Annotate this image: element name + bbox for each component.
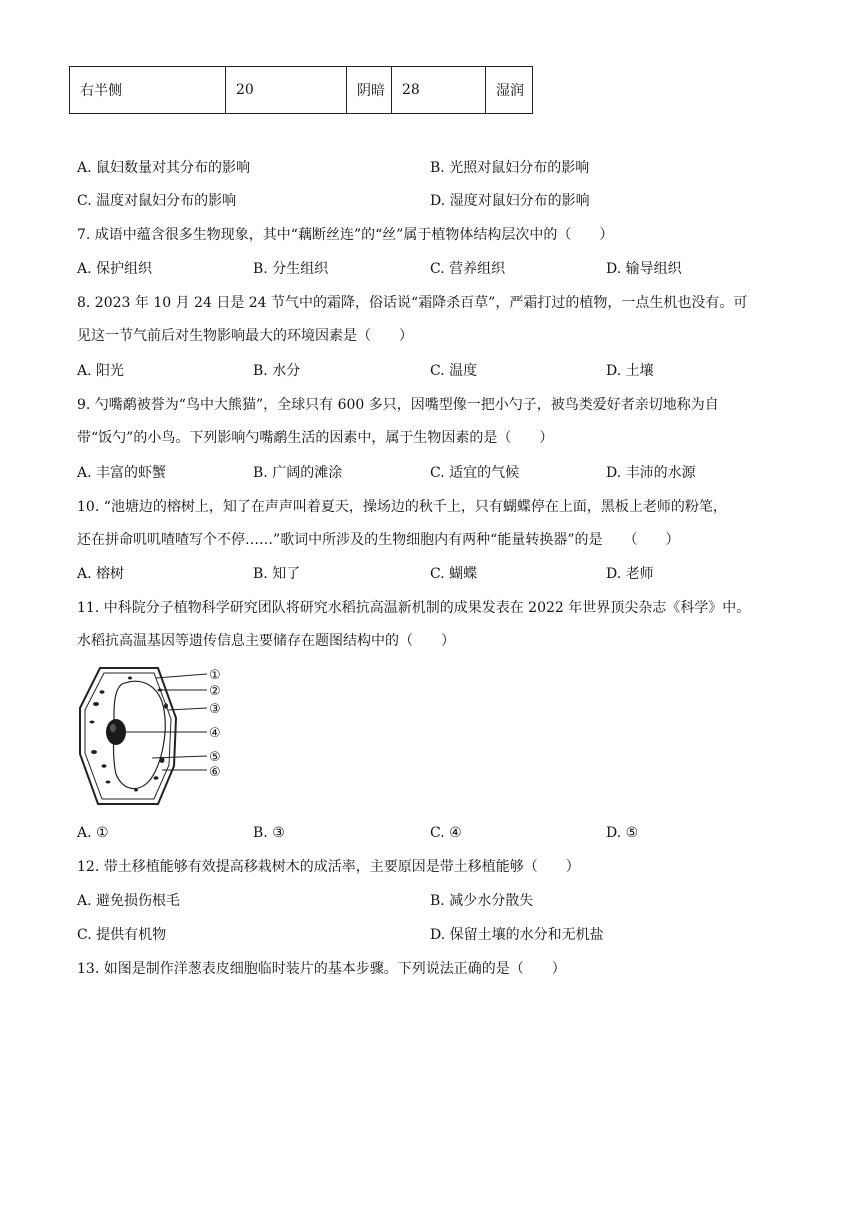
q12-stem: 12. 带土移植能够有效提高移栽树木的成活率，主要原因是带土移植能够（ ） [77, 859, 580, 875]
label-4: ④ [209, 726, 221, 741]
q11-stem-line2: 水稻抗高温基因等遗传信息主要储存在题图结构中的（ ） [77, 633, 455, 649]
q12-option-d: D. 保留土壤的水分和无机盐 [430, 927, 604, 943]
q11-option-b: B. ③ [253, 825, 285, 841]
table-row [70, 67, 533, 114]
q10-option-c: C. 蝴蝶 [430, 566, 478, 582]
q11-option-c: C. ④ [430, 825, 462, 841]
nucleolus [110, 724, 116, 732]
q11-option-a: A. ① [77, 825, 109, 841]
q9-stem-line1: 9. 勺嘴鹬被誉为“鸟中大熊猫”，全球只有 600 多只，因嘴型像一把小勺子，被鸟类爱好者亲切地称为自 [77, 397, 719, 413]
q8-stem-line2: 见这一节气前后对生物影响最大的环境因素是（ ） [77, 328, 413, 344]
table-cell: 20 [226, 67, 347, 114]
q12-option-c: C. 提供有机物 [77, 927, 167, 943]
q13-stem: 13. 如图是制作洋葱表皮细胞临时装片的基本步骤。下列说法正确的是（ ） [77, 961, 566, 977]
q7-option-c: C. 营养组织 [430, 261, 506, 277]
q10-option-b: B. 知了 [253, 566, 301, 582]
q8-option-d: D. 土壤 [606, 363, 654, 379]
q8-option-a: A. 阳光 [77, 363, 125, 379]
q10-stem-line1: 10. “池塘边的榕树上，知了在声声叫着夏天，操场边的秋千上，只有蝴蝶停在上面，黑板上老师的粉笔， [77, 499, 727, 515]
q9-stem-line2: 带“饭勺”的小鸟。下列影响勺嘴鹬生活的因素中，属于生物因素的是（ ） [77, 430, 554, 446]
q9-option-c: C. 适宜的气候 [430, 465, 520, 481]
q6-option-a: A. 鼠妇数量对其分布的影响 [77, 160, 251, 176]
q8-option-c: C. 温度 [430, 363, 478, 379]
q9-option-a: A. 丰富的虾蟹 [77, 465, 167, 481]
q8-stem-line1: 8. 2023 年 10 月 24 日是 24 节气中的霜降，俗话说“霜降杀百草”，严霜打过的植物，一点生机也没有。可 [77, 295, 748, 311]
q11-option-d: D. ⑤ [606, 825, 639, 841]
q7-option-d: D. 输导组织 [606, 261, 682, 277]
label-1: ① [209, 668, 221, 683]
q6-option-b: B. 光照对鼠妇分布的影响 [430, 160, 590, 176]
q7-option-a: A. 保护组织 [77, 261, 153, 277]
nucleus [106, 719, 126, 745]
q12-option-b: B. 减少水分散失 [430, 893, 534, 909]
q12-option-a: A. 避免损伤根毛 [77, 893, 181, 909]
label-6: ⑥ [209, 765, 221, 780]
q9-option-b: B. 广阔的滩涂 [253, 465, 343, 481]
q10-stem-line2: 还在拼命叽叽喳喳写个不停……”歌词中所涉及的生物细胞内有两种“能量转换器”的是 （ ） [77, 532, 680, 548]
q10-option-a: A. 榕树 [77, 566, 125, 582]
q6-option-c: C. 温度对鼠妇分布的影响 [77, 193, 237, 209]
q7-stem: 7. 成语中蕴含很多生物现象，其中“藕断丝连”的“丝”属于植物体结构层次中的（ ） [77, 227, 614, 243]
q6-option-d: D. 湿度对鼠妇分布的影响 [430, 193, 590, 209]
table-cell: 右半侧 [70, 67, 226, 114]
q11-stem-line1: 11. 中科院分子植物科学研究团队将研究水稻抗高温新机制的成果发表在 2022 年世界顶尖杂志《科学》中。 [77, 600, 751, 616]
q9-option-d: D. 丰沛的水源 [606, 465, 696, 481]
table-cell: 28 [392, 67, 486, 114]
q10-option-d: D. 老师 [606, 566, 654, 582]
q8-option-b: B. 水分 [253, 363, 301, 379]
label-2: ② [209, 684, 221, 699]
experiment-table [69, 66, 533, 114]
plant-cell-diagram [72, 662, 232, 810]
label-5: ⑤ [209, 750, 221, 765]
table-cell: 阴暗 [347, 67, 392, 114]
label-3: ③ [209, 702, 221, 717]
q7-option-b: B. 分生组织 [253, 261, 329, 277]
table-cell: 湿润 [486, 67, 533, 114]
